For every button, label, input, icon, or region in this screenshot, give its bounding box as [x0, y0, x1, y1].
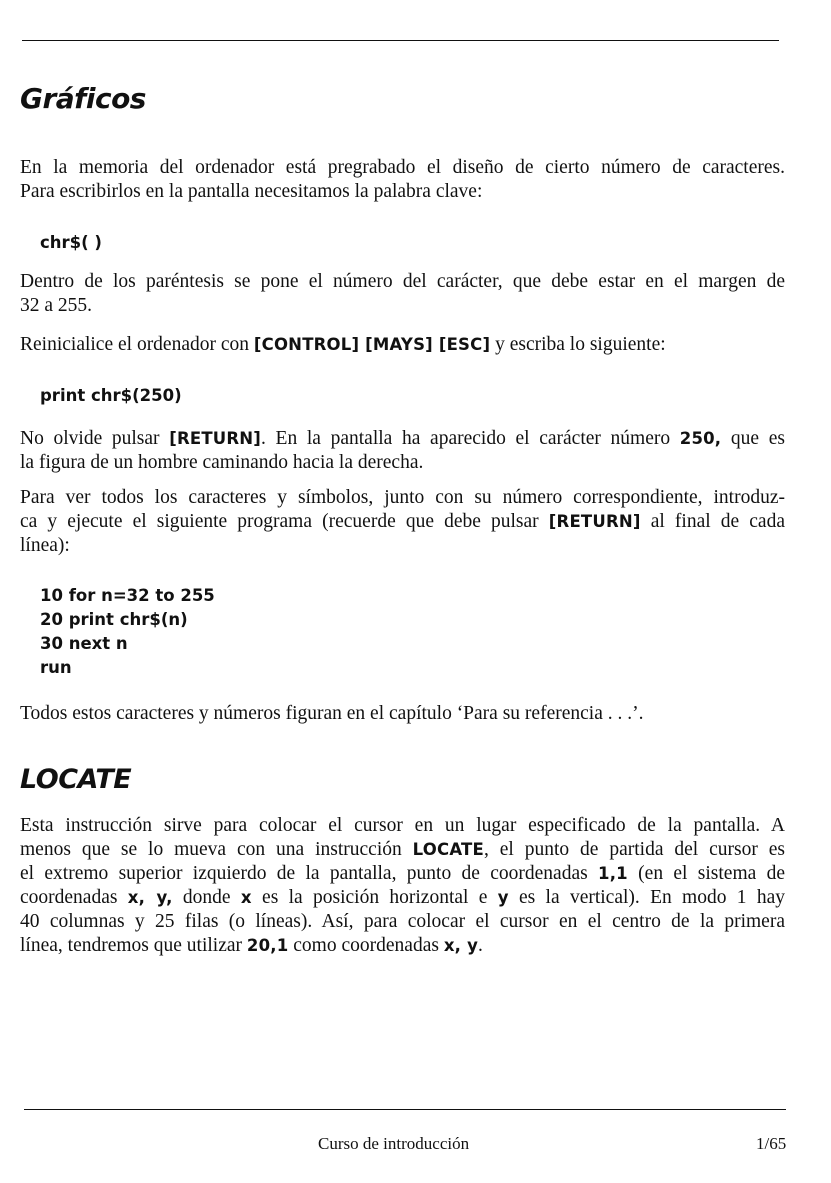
- return-paragraph: [20, 427, 785, 475]
- text-line: Dentro de los paréntesis se pone el número del carácter, que debe estar en el margen de: [20, 271, 785, 292]
- key-return: [RETURN]: [548, 512, 641, 531]
- intro-paragraph: [20, 156, 785, 204]
- text-line: línea, tendremos que utilizar 20,1 como coordenadas x, y.: [20, 935, 483, 956]
- text-line: línea):: [20, 535, 70, 556]
- coordinates-value: 1,1: [598, 864, 628, 883]
- text-line: En la memoria del ordenador está pregrabado el diseño de cierto número de caracteres.: [20, 157, 785, 178]
- text-line: Todos estos caracteres y números figuran en el capítulo ‘Para su referencia . . .’.: [20, 703, 644, 724]
- coordinate-x: x: [240, 888, 252, 907]
- reference-paragraph: [20, 702, 785, 726]
- program-line: run: [40, 658, 72, 677]
- page-number: 1/65: [756, 1134, 787, 1153]
- key-return: [RETURN]: [169, 429, 262, 448]
- footer-title: Curso de introducción: [318, 1134, 470, 1153]
- text-line: la figura de un hombre caminando hacia la derecha.: [20, 452, 424, 473]
- program-intro-paragraph: [20, 486, 785, 558]
- reset-paragraph: [20, 333, 785, 357]
- character-number: 250,: [679, 429, 722, 448]
- text-line: el extremo superior izquierdo de la pantalla, punto de coordenadas 1,1 (en el sistema de: [20, 863, 785, 884]
- keyword-locate: LOCATE: [412, 840, 484, 859]
- section-heading-graficos: Gráficos: [20, 82, 146, 115]
- bottom-rule: [24, 1109, 786, 1110]
- text-line: No olvide pulsar [RETURN]. En la pantalla ha aparecido el carácter número 250, que es: [20, 428, 785, 449]
- text-line: Reinicialice el ordenador con [CONTROL] [MAYS] [ESC] y escriba lo siguiente:: [20, 334, 666, 355]
- text-line: Esta instrucción sirve para colocar el cursor en un lugar especificado de la pantalla. A: [20, 815, 785, 836]
- text-line: 32 a 255.: [20, 295, 93, 316]
- coordinates-value: 20,1: [246, 936, 289, 955]
- text-line: coordenadas x, y, donde x es la posición horizontal e y es la vertical). En modo 1 hay: [20, 887, 785, 908]
- text-line: menos que se lo mueva con una instrucción LOCATE, el punto de partida del cursor es: [20, 839, 785, 860]
- coordinates-xy: x, y,: [127, 888, 173, 907]
- coordinates-xy: x, y: [443, 936, 479, 955]
- program-line: 10 for n=32 to 255: [40, 586, 215, 605]
- code-chr: chr$( ): [40, 233, 102, 252]
- program-line: 20 print chr$(n): [40, 610, 188, 629]
- key-combination: [CONTROL] [MAYS] [ESC]: [253, 335, 491, 354]
- text-line: Para escribirlos en la pantalla necesitamos la palabra clave:: [20, 181, 483, 202]
- range-paragraph: [20, 270, 785, 318]
- top-rule: [22, 40, 779, 41]
- code-print-chr: print chr$(250): [40, 386, 182, 405]
- text-line: 40 columnas y 25 filas (o líneas). Así, para colocar el cursor en el centro de la primera: [20, 911, 785, 932]
- coordinate-y: y: [497, 888, 509, 907]
- locate-paragraph: [20, 814, 785, 958]
- program-line: 30 next n: [40, 634, 128, 653]
- text-line: Para ver todos los caracteres y símbolos, junto con su número correspondiente, introduz-: [20, 487, 785, 508]
- section-heading-locate: LOCATE: [20, 764, 132, 795]
- text-line: ca y ejecute el siguiente programa (recuerde que debe pulsar [RETURN] al final de cada: [20, 511, 785, 532]
- program-listing: [40, 584, 215, 680]
